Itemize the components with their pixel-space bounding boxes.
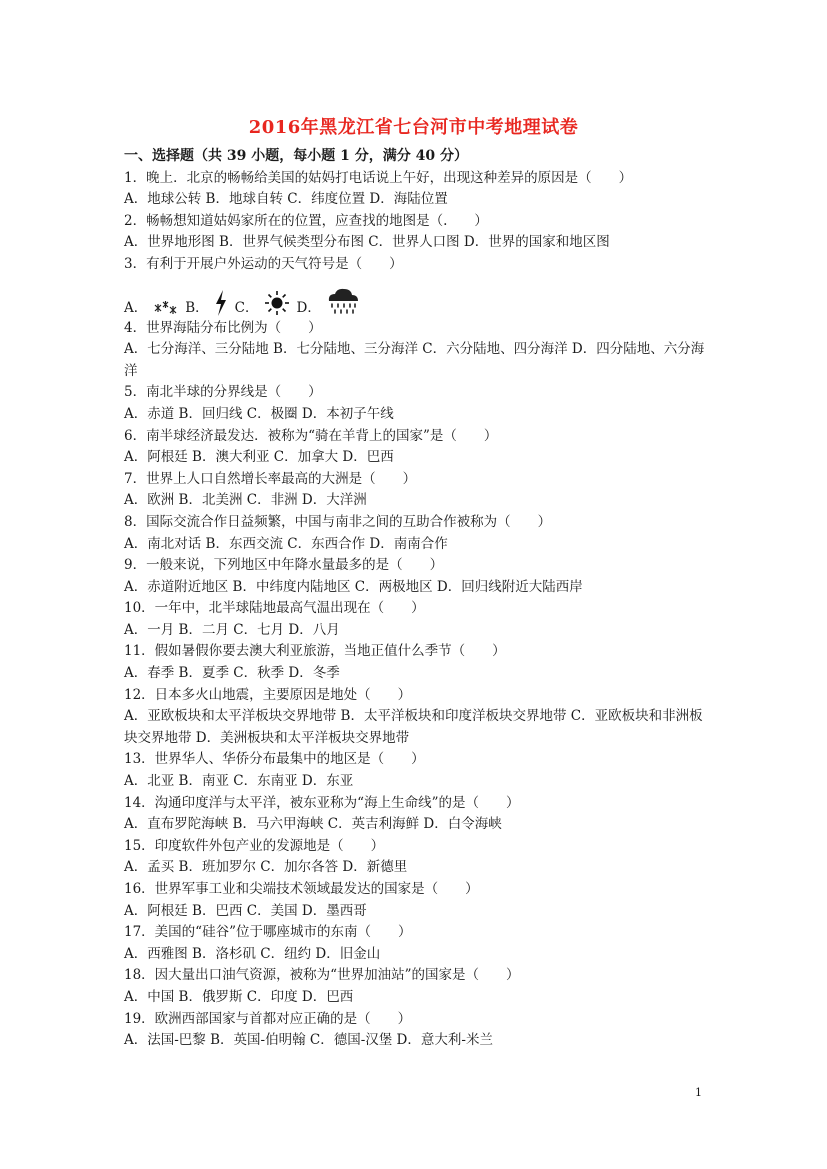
page-title: 2016年黑龙江省七台河市中考地理试卷: [248, 117, 579, 138]
heavy-rain-icon: [325, 285, 361, 317]
question-8: 8．国际交流合作日益频繁，中国与南非之间的互助合作被称为（ ）: [124, 513, 552, 530]
question-17: 17．美国的“硅谷”位于哪座城市的东南（ ）: [124, 924, 412, 941]
question-4: 4．世界海陆分布比例为（ ）: [124, 319, 322, 336]
answers-4: A．七分海洋、三分陆地 B．七分陆地、三分海洋 C．六分陆地、四分海洋 D．四分陆地、六分海洋: [124, 341, 705, 379]
question-12: 12．日本多火山地震，主要原因是地处（ ）: [124, 686, 412, 703]
snow-icon: [151, 299, 179, 317]
option-a-label: A．: [124, 299, 148, 316]
answers-11: A．春季 B．夏季 C．秋季 D．冬季: [124, 665, 340, 682]
answers-7: A．欧洲 B．北美洲 C．非洲 D．大洋洲: [124, 492, 367, 509]
question-19: 19．欧洲西部国家与首都对应正确的是（ ）: [124, 1010, 412, 1027]
question-11: 11．假如暑假你要去澳大利亚旅游，当地正值什么季节（ ）: [124, 643, 506, 660]
answers-1: A．地球公转 B．地球自转 C．纬度位置 D．海陆位置: [124, 191, 448, 208]
option-b-label: B．: [185, 299, 209, 316]
question-15: 15．印度软件外包产业的发源地是（ ）: [124, 837, 385, 854]
answers-2: A．世界地形图 B．世界气候类型分布图 C．世界人口图 D．世界的国家和地区图: [124, 234, 610, 251]
question-14: 14．沟通印度洋与太平洋，被东亚称为“海上生命线”的是（ ）: [124, 794, 520, 811]
answers-15: A．孟买 B．班加罗尔 C．加尔各答 D．新德里: [124, 859, 408, 876]
question-7: 7．世界上人口自然增长率最高的大洲是（ ）: [124, 470, 417, 487]
answers-9: A．赤道附近地区 B．中纬度内陆地区 C．两极地区 D．回归线附近大陆西岸: [124, 578, 583, 595]
page-number: 1: [695, 1086, 702, 1099]
sunny-icon: [263, 289, 291, 317]
question-list: [124, 146, 714, 1052]
question-16: 16．世界军事工业和尖端技术领域最发达的国家是（ ）: [124, 881, 479, 897]
answers-13: A．北亚 B．南亚 C．东南亚 D．东亚: [124, 773, 354, 790]
answers-5: A．赤道 B．回归线 C．极圈 D．本初子午线: [124, 405, 394, 422]
answers-14: A．直布罗陀海峡 B．马六甲海峡 C．英吉利海鲜 D．白令海峡: [124, 816, 502, 833]
option-c-label: C．: [234, 299, 259, 316]
answers-16: A．阿根廷 B．巴西 C．美国 D．墨西哥: [124, 902, 367, 919]
option-d-label: D．: [296, 299, 321, 316]
question-6: 6．南半球经济最发达．被称为“骑在羊背上的国家”是（ ）: [124, 427, 498, 444]
answers-10: A．一月 B．二月 C．七月 D．八月: [124, 621, 340, 638]
answers-17: A．西雅图 B．洛杉矶 C．纽约 D．旧金山: [124, 945, 381, 962]
answers-18: A．中国 B．俄罗斯 C．印度 D．巴西: [124, 988, 354, 1005]
weather-symbol-options: [124, 282, 714, 317]
answers-8: A．南北对话 B．东西交流 C．东西合作 D．南南合作: [124, 535, 448, 552]
question-5: 5．南北半球的分界线是（ ）: [124, 384, 322, 401]
question-2: 2．畅畅想知道姑妈家所在的位置，应查找的地图是（. ）: [124, 212, 488, 229]
lightning-icon: [213, 289, 229, 317]
section-heading: 一、选择题（共 39 小题，每小题 1 分，满分 40 分）: [124, 148, 468, 164]
question-3: 3．有利于开展户外运动的天气符号是（ ）: [124, 255, 403, 272]
answers-19: A．法国-巴黎 B．英国-伯明翰 C．德国-汉堡 D．意大利-米兰: [124, 1032, 493, 1049]
question-10: 10．一年中，北半球陆地最高气温出现在（ ）: [124, 600, 425, 617]
answers-6: A．阿根廷 B．澳大利亚 C．加拿大 D．巴西: [124, 449, 394, 466]
question-1: 1．晚上．北京的畅畅给美国的姑妈打电话说上午好，出现这种差异的原因是（ ）: [124, 169, 633, 186]
question-18: 18．因大量出口油气资源，被称为“世界加油站”的国家是（ ）: [124, 967, 520, 984]
answers-12: A．亚欧板块和太平洋板块交界地带 B．太平洋板块和印度洋板块交界地带 C．亚欧板块和非洲板块交界地带 D．美洲板块和太平洋板块交界地带: [124, 708, 703, 746]
question-13: 13．世界华人、华侨分布最集中的地区是（ ）: [124, 751, 425, 768]
question-9: 9．一般来说，下列地区中年降水量最多的是（ ）: [124, 557, 444, 574]
